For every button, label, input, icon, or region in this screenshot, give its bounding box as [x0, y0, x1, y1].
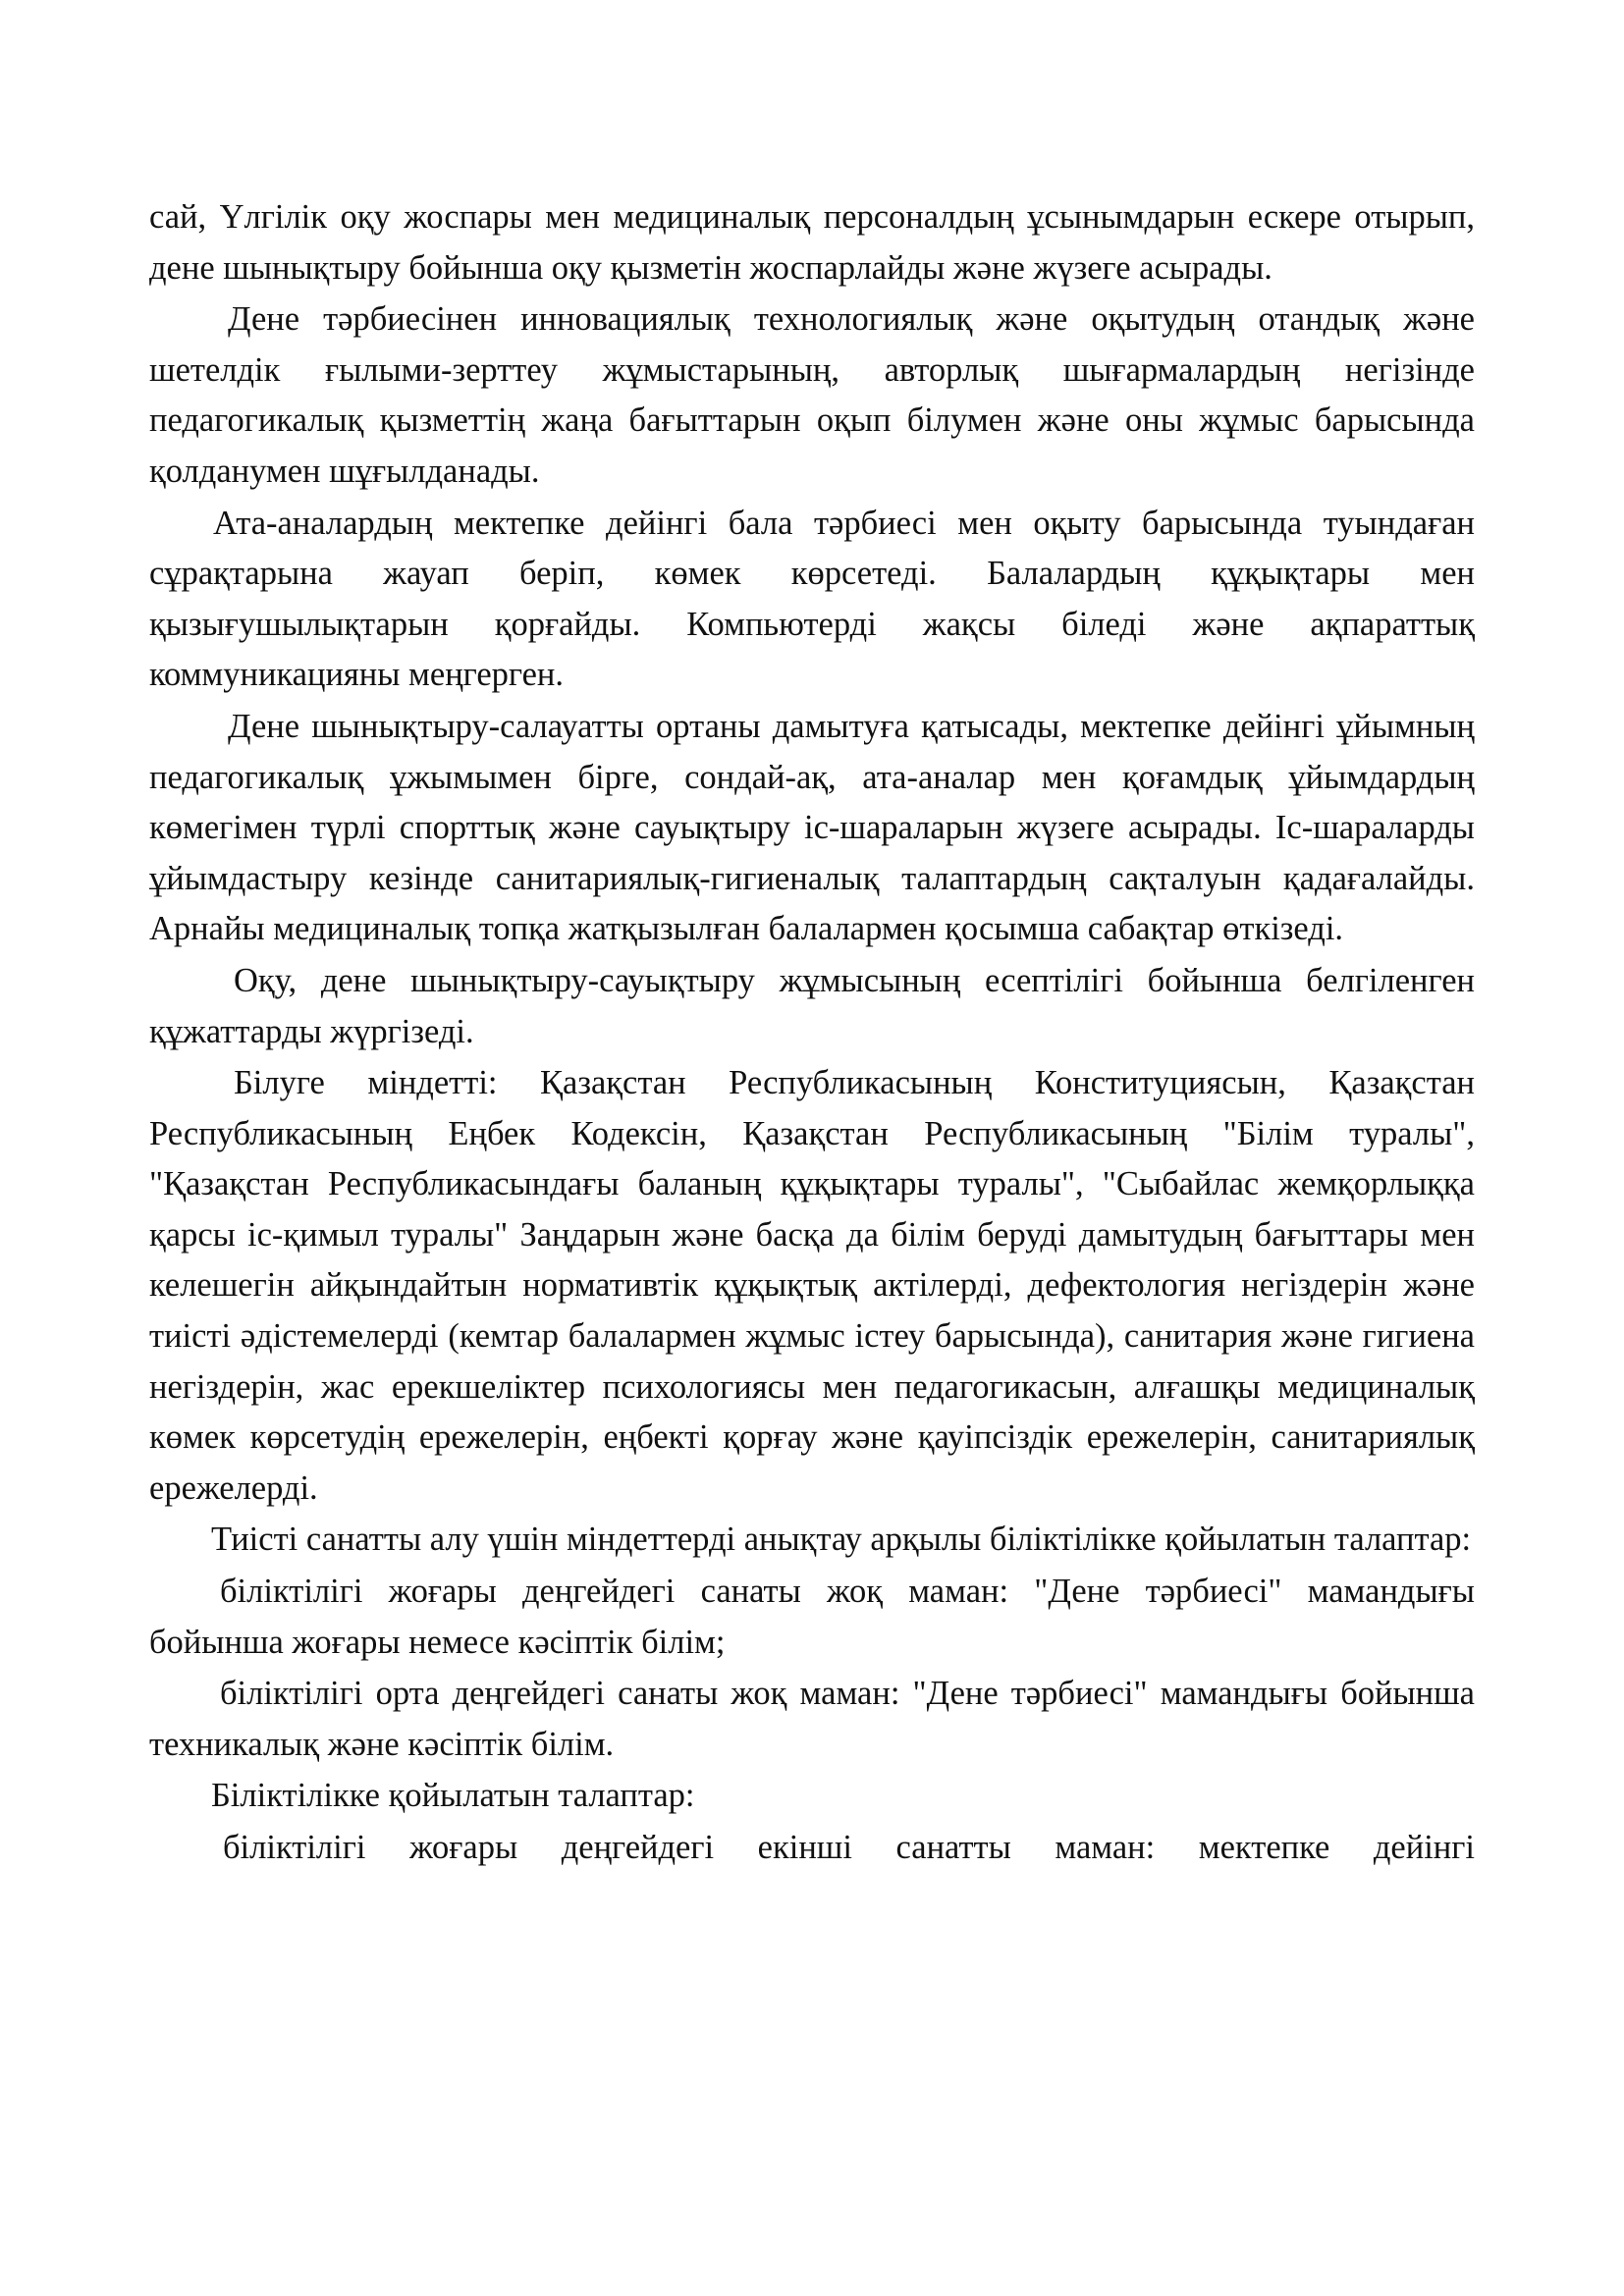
paragraph-category-requirements: Тиісті санатты алу үшін міндеттерді анықтау арқылы біліктілікке қойылатын талаптар:	[211, 1521, 1472, 1559]
document-page	[149, 192, 1475, 1874]
paragraph-innovative-technologies: Дене тәрбиесінен инновациялық технологиялық және оқытудың отандық және шетелдік ғылыми-зерттеу жұмыстарының, авторлық шығармалардың негізінде педагогикалық қызметтің жаңа бағыттарын оқып білумен және оны жұмыс барысында қолданумен шұғылданады.	[149, 300, 1475, 490]
paragraph-must-know: Білуге міндетті: Қазақстан Республикасының Конституциясын, Қазақстан Республикасының Еңбек Кодексін, Қазақстан Республикасының "Білім туралы", "Қазақстан Республикасындағы баланың құқықтары туралы", "Сыбайлас жемқорлыққа қарсы іс-қимыл туралы" Заңдарын және басқа да білім беруді дамытудың бағыттары мен келешегін айқындайтын нормативтік құқықтық актілерді, дефектология негіздерін және тиісті әдістемелерді (кемтар балалармен жұмыс істеу барысында), санитария және гигиена негіздерін, жас ерекшеліктер психологиясы мен педагогикасын, алғашқы медициналық көмек көрсетудің ережелерін, еңбекті қорғау және қауіпсіздік ережелерін, санитариялық ережелерді.	[149, 1064, 1475, 1507]
paragraph-healthy-environment: Дене шынықтыру-салауатты ортаны дамытуға қатысады, мектепке дейінгі ұйымның педагогикалық ұжымымен бірге, сондай-ақ, ата-аналар мен қоғамдық ұйымдардың көмегімен түрлі спорттық және сауықтыру іс-шараларын жүзеге асырады. Іс-шараларды ұйымдастыру кезінде санитариялық-гигиеналық талаптардың сақталуын қадағалайды. Арнайы медициналық топқа жатқызылған балалармен қосымша сабақтар өткізеді.	[149, 707, 1475, 948]
paragraph-qualification-requirements-heading: Біліктілікке қойылатын талаптар:	[211, 1777, 695, 1815]
paragraph-parents-support: Ата-аналардың мектепке дейінгі бала тәрбиесі мен оқыту барысында туындаған сұрақтарына жауап беріп, көмек көрсетеді. Балалардың құқықтары мен қызығушылықтарын қорғайды. Компьютерді жақсы біледі және ақпараттық коммуникацияны меңгерген.	[149, 504, 1475, 694]
paragraph-second-category-specialist: біліктілігі жоғары деңгейдегі екінші санатты маман: мектепке дейінгі	[223, 1829, 1475, 1866]
paragraph-middle-level-no-category: біліктілігі орта деңгейдегі санаты жоқ маман: "Дене тәрбиесі" мамандығы бойынша техникалық және кәсіптік білім.	[149, 1675, 1475, 1763]
paragraph-planning-continuation: сай, Үлгілік оқу жоспары мен медициналық персоналдың ұсынымдарын ескере отырып, дене шынықтыру бойынша оқу қызметін жоспарлайды және жүзеге асырады.	[149, 198, 1475, 287]
paragraph-documentation: Оқу, дене шынықтыру-сауықтыру жұмысының есептілігі бойынша белгіленген құжаттарды жүргізеді.	[149, 961, 1475, 1050]
paragraph-higher-level-no-category: біліктілігі жоғары деңгейдегі санаты жоқ маман: "Дене тәрбиесі" мамандығы бойынша жоғары немесе кәсіптік білім;	[149, 1573, 1475, 1661]
